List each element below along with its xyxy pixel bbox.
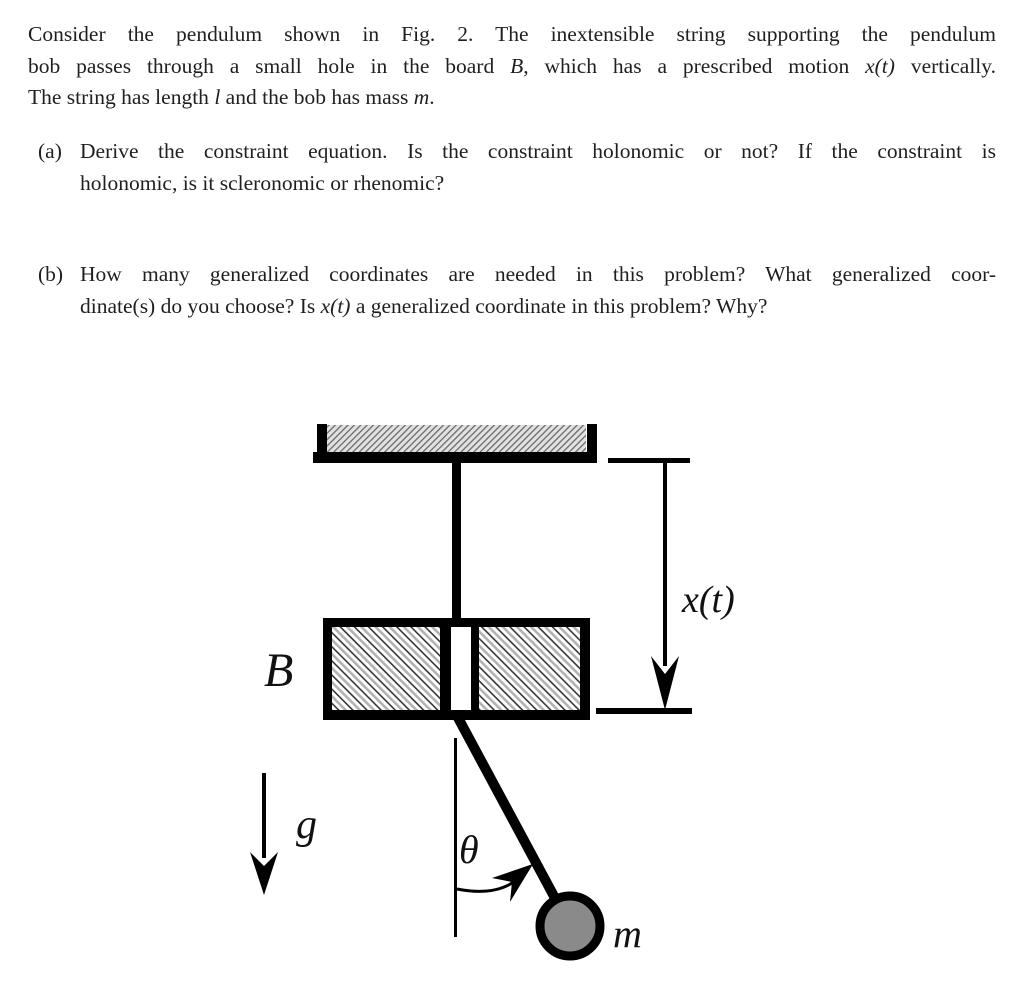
pendulum-bob: [540, 896, 600, 956]
dimension-bottom-tick: [596, 708, 692, 714]
item-b-label: (b): [38, 262, 64, 286]
item-a-line-1: Derive the constraint equation. Is the constraint holonomic or not? If the constraint is: [80, 139, 996, 163]
intro-line-2: bob passes through a small hole in the board B, which has a prescribed motion x(t) vertically.: [28, 53, 996, 78]
mass-label: m: [613, 911, 642, 956]
dimension-top-tick: [608, 458, 690, 463]
displacement-label: x(t): [682, 579, 735, 621]
board-slot-divider-left: [440, 627, 451, 710]
item-b-line-1: How many generalized coordinates are needed in this problem? What generalized coor-: [80, 262, 996, 286]
angle-arc-arrowhead: [492, 864, 533, 902]
item-b-line-2: dinate(s) do you choose? Is x(t) a generalized coordinate in this problem? Why?: [80, 293, 768, 318]
gravity-label: g: [296, 802, 317, 848]
intro-line-1: Consider the pendulum shown in Fig. 2. The inextensible string supporting the pendulum: [28, 22, 996, 46]
item-b: [0, 259, 996, 322]
ceiling-hatch: [318, 425, 586, 452]
item-a-line-2: holonomic, is it scleronomic or rhenomic?: [80, 170, 445, 195]
dimension-arrow-line: [663, 461, 667, 666]
angle-label: θ: [459, 827, 479, 872]
problem-intro-paragraph: [28, 19, 996, 114]
board-hatch-left: [332, 627, 440, 710]
item-a-label: (a): [38, 139, 62, 163]
ceiling-left-cap: [317, 424, 327, 452]
board-hatch-right: [479, 627, 580, 710]
board-slot-divider-right: [471, 627, 479, 710]
board-label: B: [264, 644, 294, 697]
item-a: [0, 136, 996, 199]
intro-line-3: The string has length l and the bob has mass m.: [28, 85, 435, 109]
vertical-reference-line: [454, 738, 457, 937]
pendulum-figure: [0, 410, 780, 984]
ceiling-right-cap: [587, 424, 597, 452]
gravity-arrowhead: [250, 852, 278, 895]
gravity-arrow-line: [262, 773, 266, 858]
